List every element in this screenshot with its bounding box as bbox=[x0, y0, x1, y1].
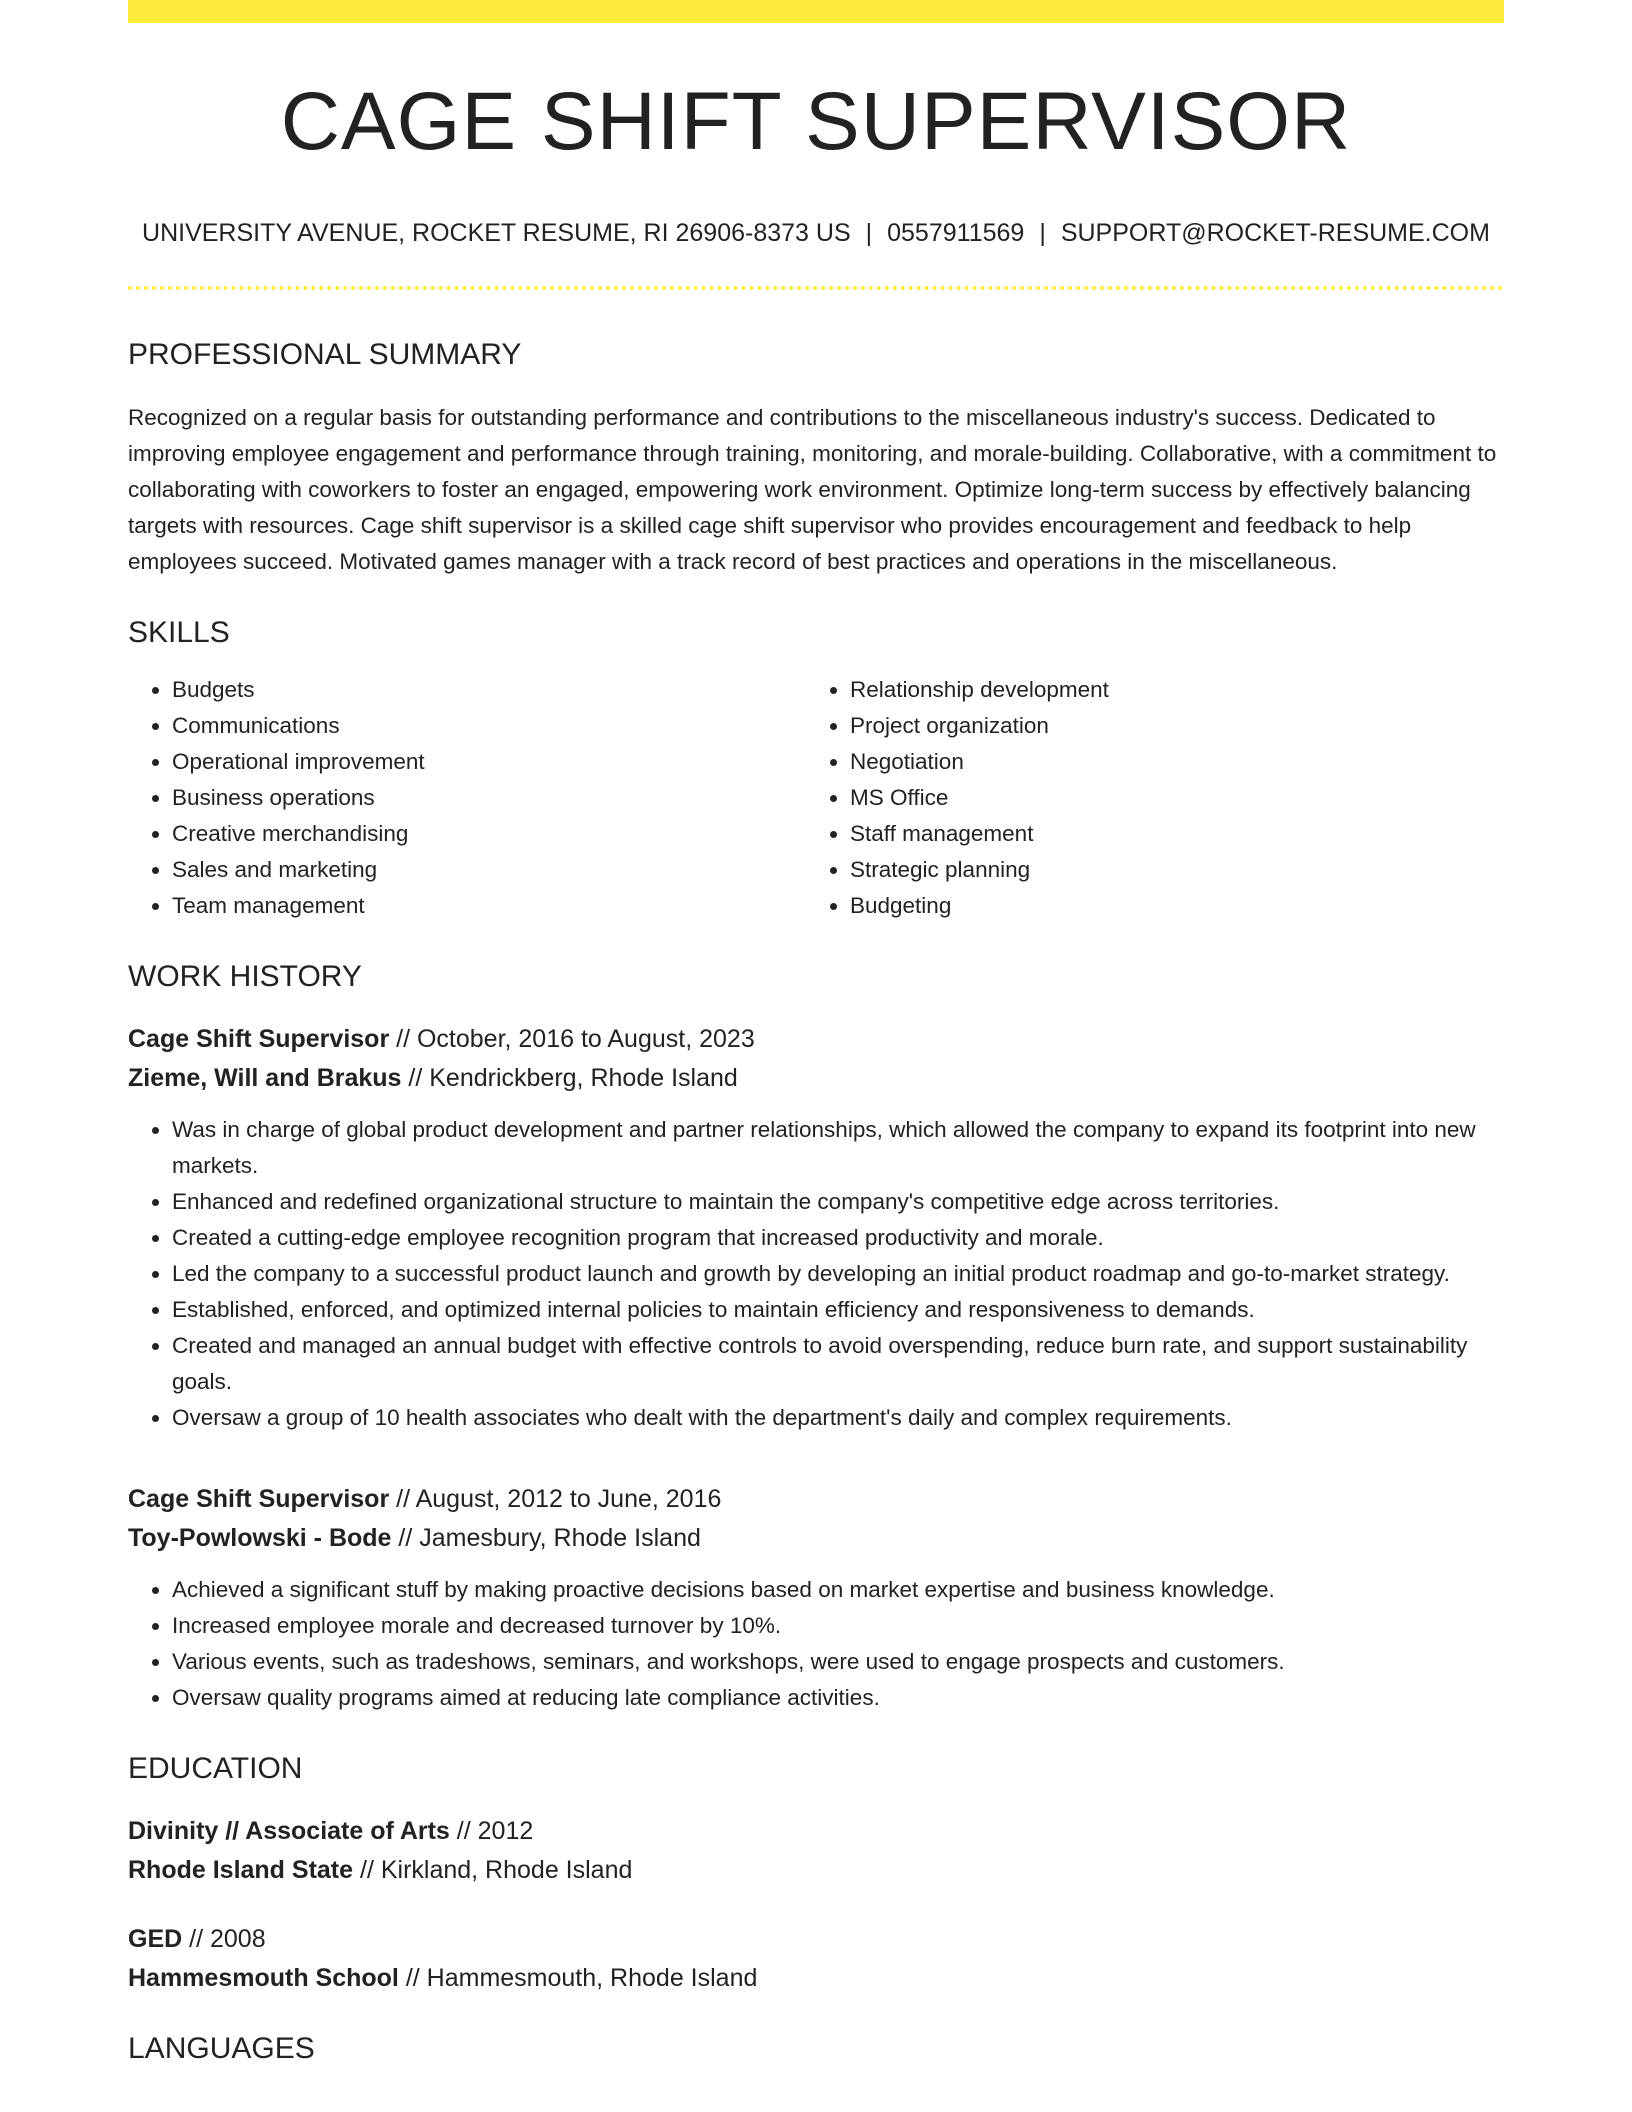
skill-item: • Team management bbox=[172, 888, 806, 924]
languages-heading: LANGUAGES bbox=[128, 2032, 315, 2065]
education-degree: Divinity // Associate of Arts bbox=[128, 1817, 450, 1845]
job-role: Cage Shift Supervisor bbox=[128, 1485, 390, 1513]
education-school: Hammesmouth School bbox=[128, 1964, 399, 1992]
skill-item: • Negotiation bbox=[850, 744, 1484, 780]
job-bullet: • Led the company to a successful product launch and growth by developing an initial product roadmap and go-to-market strategy. bbox=[172, 1256, 1504, 1292]
education-entry bbox=[128, 1812, 1504, 1890]
job-bullet: • Was in charge of global product development and partner relationships, which allowed the company to expand its footprint into new markets. bbox=[172, 1112, 1504, 1184]
skill-item: • Business operations bbox=[172, 780, 806, 816]
resume-page bbox=[128, 0, 1504, 2064]
education-year: // 2008 bbox=[189, 1925, 266, 1953]
contact-separator: | bbox=[1039, 219, 1046, 247]
summary-heading: PROFESSIONAL SUMMARY bbox=[128, 338, 522, 371]
education-degree: GED bbox=[128, 1925, 183, 1953]
skill-item: • Communications bbox=[172, 708, 806, 744]
education-entry bbox=[128, 1920, 1504, 1998]
contact-separator: | bbox=[865, 219, 873, 247]
accent-bar bbox=[128, 0, 1504, 23]
job-bullet: • Oversaw a group of 10 health associates who dealt with the department's daily and complex requirements. bbox=[172, 1400, 1504, 1436]
email: SUPPORT@ROCKET-RESUME.COM bbox=[1060, 219, 1490, 247]
education-school-line bbox=[128, 1959, 1504, 1998]
job-role: Cage Shift Supervisor bbox=[128, 1025, 390, 1053]
education-degree-line bbox=[128, 1812, 1504, 1851]
job-bullet: • Enhanced and redefined organizational structure to maintain the company's competitive edge across territories. bbox=[172, 1184, 1504, 1220]
job-bullet: • Created a cutting-edge employee recognition program that increased productivity and morale. bbox=[172, 1220, 1504, 1256]
skill-item: • Operational improvement bbox=[172, 744, 806, 780]
work-history-heading: WORK HISTORY bbox=[128, 960, 362, 993]
job-company: Zieme, Will and Brakus bbox=[128, 1064, 402, 1092]
job-company: Toy-Powlowski - Bode bbox=[128, 1524, 392, 1552]
education-location: // Hammesmouth, Rhode Island bbox=[405, 1964, 758, 1992]
skill-item: • Staff management bbox=[850, 816, 1484, 852]
skill-item: • Budgeting bbox=[850, 888, 1484, 924]
education-school: Rhode Island State bbox=[128, 1856, 354, 1884]
education-degree-line bbox=[128, 1920, 1504, 1959]
skill-item: • Budgets bbox=[172, 672, 806, 708]
skill-item: • Relationship development bbox=[850, 672, 1484, 708]
skill-item: • MS Office bbox=[850, 780, 1484, 816]
skills-column-right bbox=[806, 672, 1484, 924]
job-title-line bbox=[128, 1480, 1504, 1519]
dotted-divider bbox=[128, 286, 1504, 290]
job-company-line bbox=[128, 1519, 1504, 1558]
skill-item: • Sales and marketing bbox=[172, 852, 806, 888]
job-bullet: • Oversaw quality programs aimed at reducing late compliance activities. bbox=[172, 1680, 1504, 1716]
skill-item: • Strategic planning bbox=[850, 852, 1484, 888]
job-entry bbox=[128, 1020, 1504, 1436]
job-bullet: • Increased employee morale and decreased turnover by 10%. bbox=[172, 1608, 1504, 1644]
job-entry bbox=[128, 1480, 1504, 1716]
job-dates: // August, 2012 to June, 2016 bbox=[396, 1485, 722, 1513]
job-bullets bbox=[128, 1112, 1504, 1436]
summary-text: Recognized on a regular basis for outstanding performance and contributions to the miscellaneous industry's success. Dedicated to improving employee engagement and performance through training, monitoring, and morale-building. Collaborative, with a commitment to collaborating with coworkers to foster an engaged, empowering work environment. Optimize long-term success by effectively balancing targets with resources. Cage shift supervisor is a skilled cage shift supervisor who provides encouragement and feedback to help employees succeed. Motivated games manager with a track record of best practices and operations in the miscellaneous. bbox=[128, 405, 1497, 574]
skill-item: • Creative merchandising bbox=[172, 816, 806, 852]
job-dates: // October, 2016 to August, 2023 bbox=[396, 1025, 755, 1053]
address: UNIVERSITY AVENUE, ROCKET RESUME, RI 26906-8373 US bbox=[142, 219, 851, 247]
education-school-line bbox=[128, 1851, 1504, 1890]
education-location: // Kirkland, Rhode Island bbox=[360, 1856, 633, 1884]
job-bullet: • Achieved a significant stuff by making proactive decisions based on market expertise and business knowledge. bbox=[172, 1572, 1504, 1608]
job-bullet: • Various events, such as tradeshows, seminars, and workshops, were used to engage prospects and customers. bbox=[172, 1644, 1504, 1680]
education-year: // 2012 bbox=[456, 1817, 534, 1845]
job-title-line bbox=[128, 1020, 1504, 1059]
job-bullets bbox=[128, 1572, 1504, 1716]
phone: 0557911569 bbox=[887, 219, 1025, 247]
job-bullet: • Created and managed an annual budget with effective controls to avoid overspending, reduce burn rate, and support sustainability goals. bbox=[172, 1328, 1504, 1400]
education-heading: EDUCATION bbox=[128, 1752, 303, 1785]
contact-line bbox=[128, 221, 1504, 246]
skills-column-left bbox=[128, 672, 806, 924]
skills-heading: SKILLS bbox=[128, 616, 230, 649]
skills-list bbox=[128, 672, 1504, 924]
job-location: // Jamesbury, Rhode Island bbox=[398, 1524, 701, 1552]
job-company-line bbox=[128, 1059, 1504, 1098]
skill-item: • Project organization bbox=[850, 708, 1484, 744]
resume-title: CAGE SHIFT SUPERVISOR bbox=[280, 76, 1352, 167]
job-bullet: • Established, enforced, and optimized internal policies to maintain efficiency and responsiveness to demands. bbox=[172, 1292, 1504, 1328]
job-location: // Kendrickberg, Rhode Island bbox=[408, 1064, 738, 1092]
